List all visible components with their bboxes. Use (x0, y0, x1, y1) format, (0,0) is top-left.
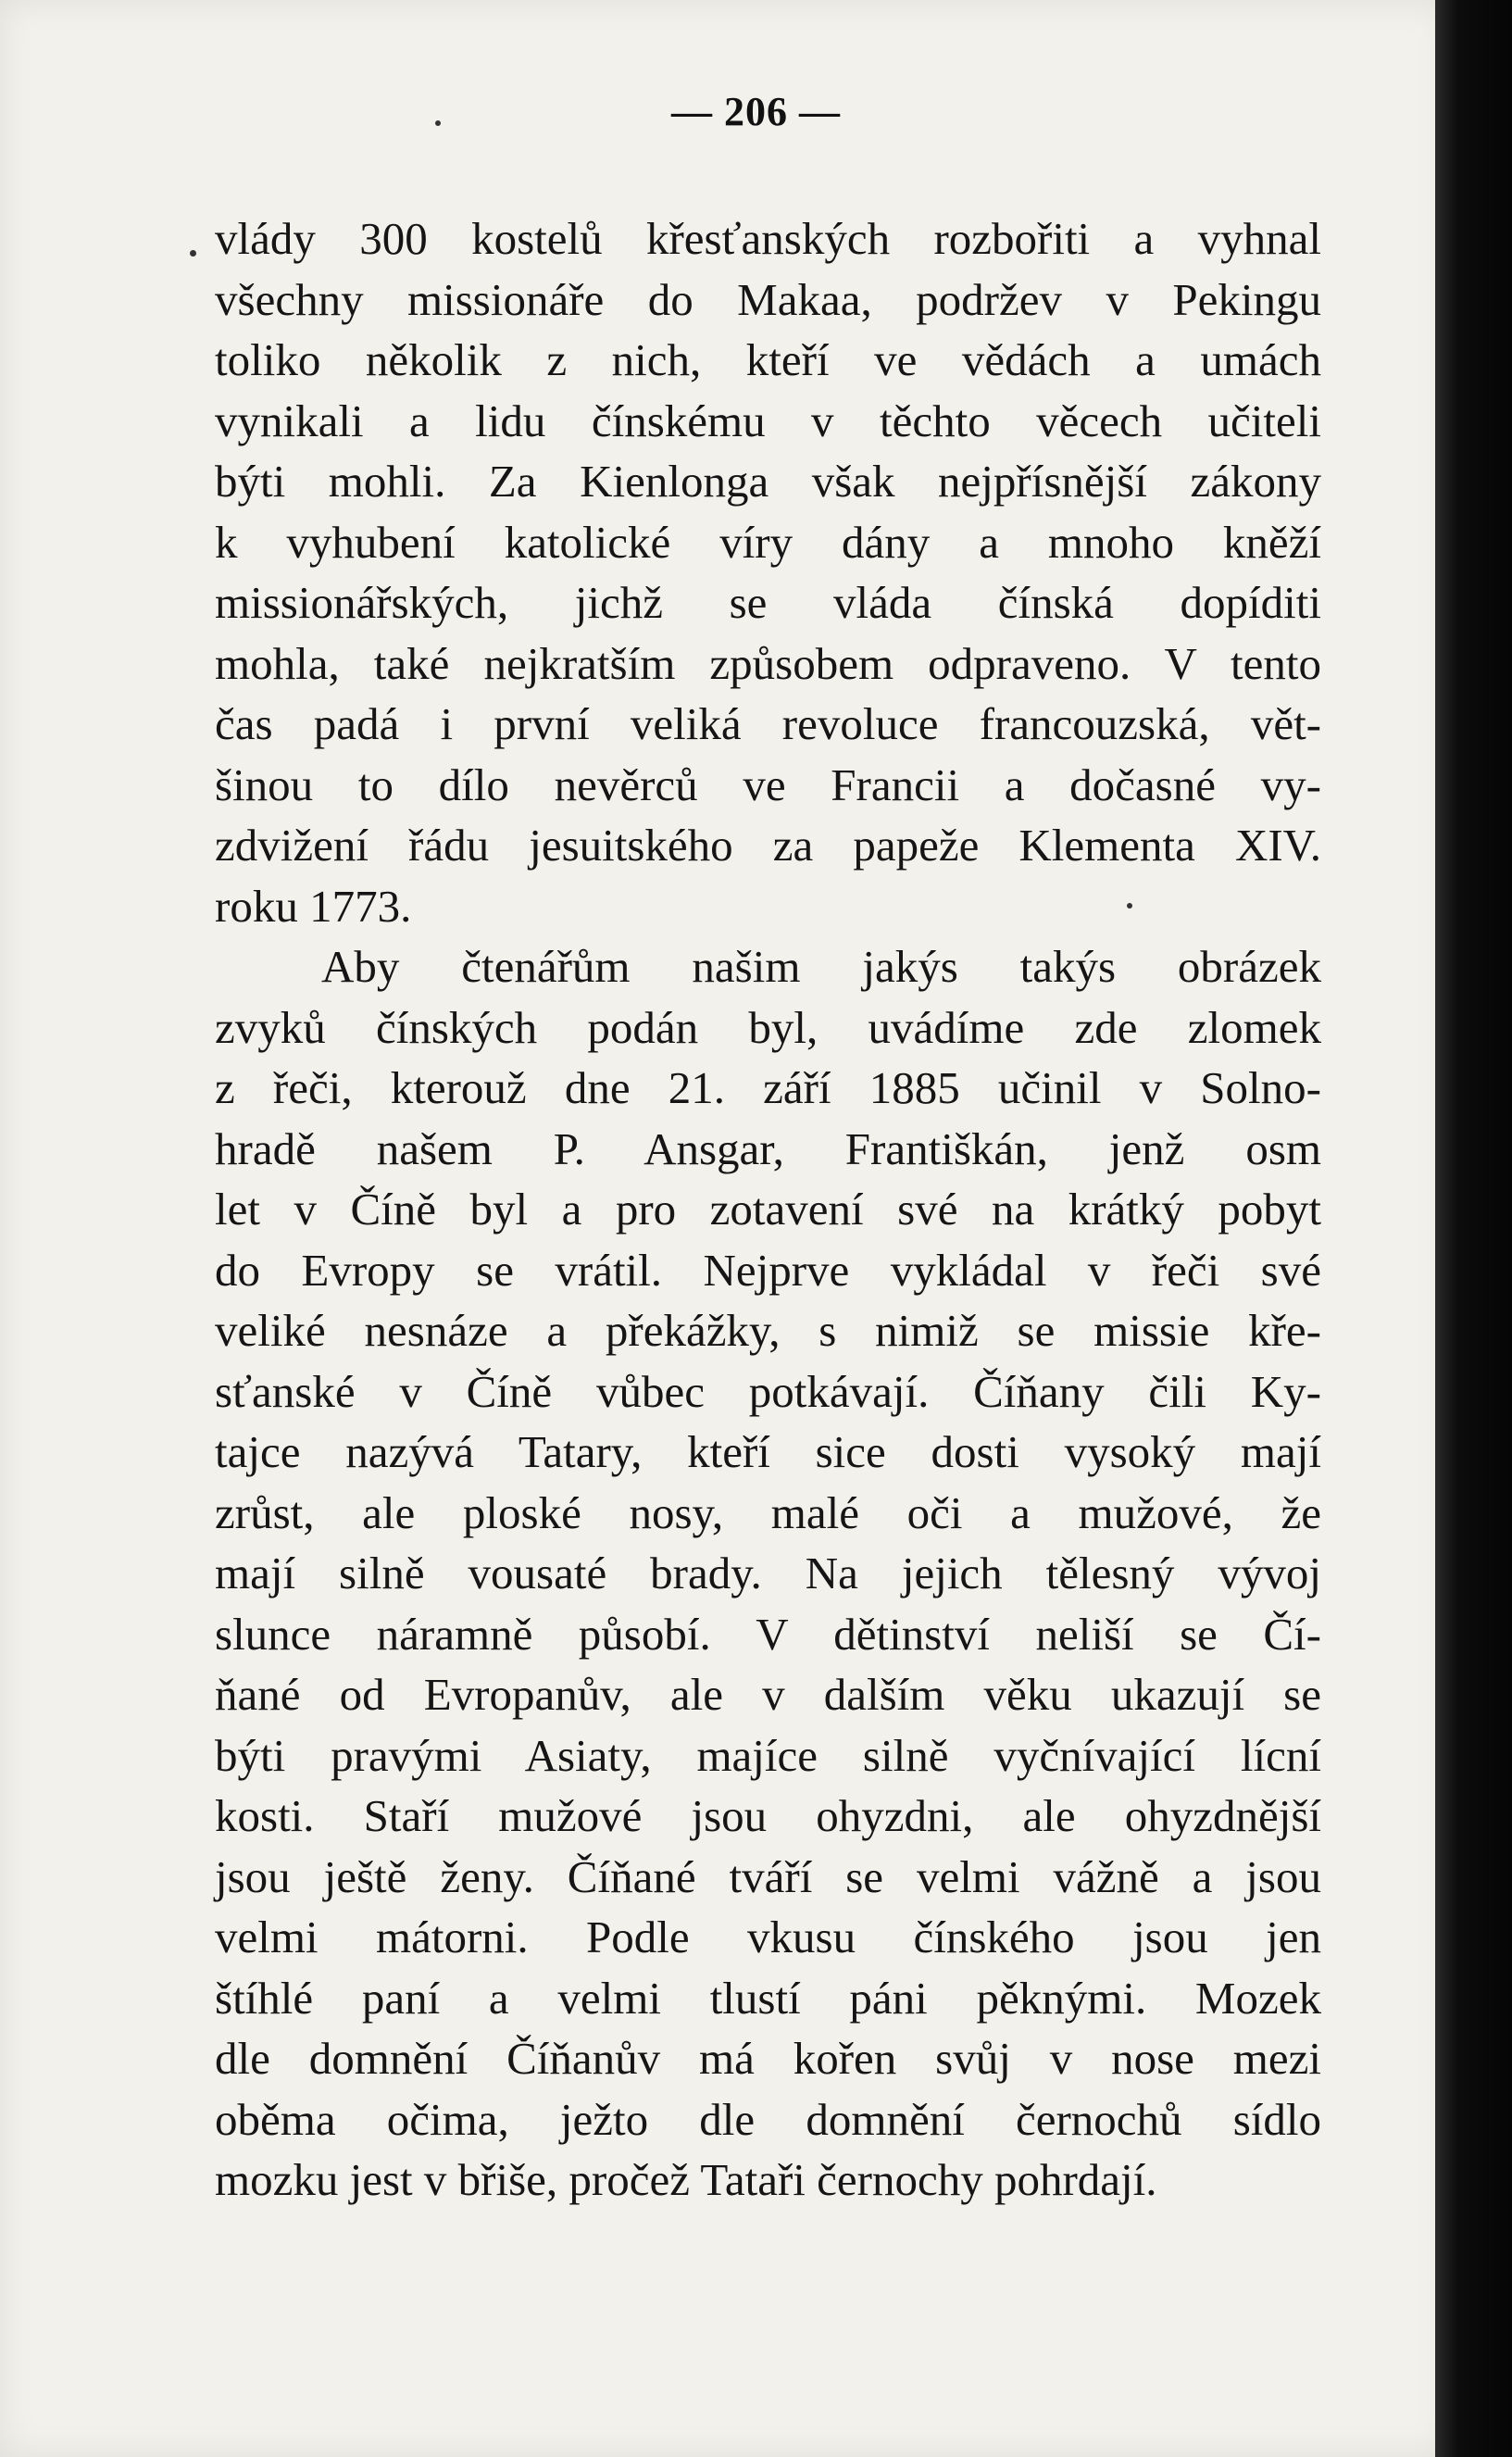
text-line: k vyhubení katolické víry dány a mnoho kněží (215, 516, 1321, 568)
body-text (215, 208, 1321, 2211)
scan-border (1435, 0, 1512, 2457)
text-line: vynikali a lidu čínskému v těchto věcech učiteli (215, 395, 1321, 446)
text-line: mohla, také nejkratším způsobem odpraveno. V tento (215, 637, 1321, 689)
text-line: hradě našem P. Ansgar, Františkán, jenž osm (215, 1122, 1321, 1174)
text-line: čas padá i první veliká revoluce francouzská, vět- (215, 698, 1321, 749)
text-line: zdvižení řádu jesuitského za papeže Klementa XIV. (215, 820, 1321, 871)
text-line: velmi mátorni. Podle vkusu čínského jsou jen (215, 1912, 1321, 1962)
text-line: Aby čtenářům našim jakýs takýs obrázek (321, 941, 1321, 992)
text-line: dle domnění Číňanův má kořen svůj v nose mezi (215, 2033, 1321, 2084)
ink-speck (190, 250, 196, 257)
text-line: mozku jest v břiše, pročež Tataři černochy pohrdají. (215, 2154, 1157, 2205)
page-number: — 206 — (671, 89, 841, 134)
text-line: býti mohli. Za Kienlonga však nejpřísnější zákony (215, 456, 1321, 507)
text-line: šinou to dílo nevěrců ve Francii a dočasné vy- (215, 758, 1321, 810)
paragraph-2 (215, 936, 1321, 2211)
text-line: všechny missionáře do Makaa, podržev v Pekingu (215, 273, 1321, 325)
text-line: vlády 300 kostelů křesťanských rozbořiti a vyhnal (215, 213, 1321, 264)
text-line: oběma očima, ježto dle domnění černochů sídlo (215, 2093, 1321, 2145)
text-line: sťanské v Číně vůbec potkávají. Číňany čili Ky- (215, 1365, 1321, 1417)
text-line: z řeči, kterouž dne 21. září 1885 učinil v Solno- (215, 1062, 1321, 1113)
text-line: roku 1773. (215, 880, 412, 932)
text-line: do Evropy se vrátil. Nejprve vykládal v řeči své (215, 1244, 1321, 1296)
text-line: zvyků čínských podán byl, uvádíme zde zlomek (215, 1001, 1321, 1053)
text-line: tajce nazývá Tatary, kteří sice dosti vysoký mají (215, 1426, 1321, 1477)
text-line: let v Číně byl a pro zotavení své na krátký pobyt (215, 1184, 1321, 1235)
text-line: zrůst, ale ploské nosy, malé oči a mužové, že (215, 1486, 1321, 1538)
text-line: býti pravými Asiaty, majíce silně vyčnívající lícní (215, 1729, 1321, 1781)
text-line: veliké nesnáze a překážky, s nimiž se missie kře- (215, 1305, 1321, 1356)
paragraph-1 (215, 208, 1321, 936)
text-line: kosti. Staří mužové jsou ohyzdni, ale ohyzdnější (215, 1790, 1321, 1841)
text-line: toliko několik z nich, kteří ve vědách a umách (215, 334, 1321, 385)
text-line: slunce náramně působí. V dětinství neliší se Čí- (215, 1608, 1321, 1660)
text-line: jsou ještě ženy. Číňané tváří se velmi vážně a jsou (215, 1850, 1321, 1902)
text-line: ňané od Evropanův, ale v dalším věku ukazují se (215, 1669, 1321, 1720)
text-line: štíhlé paní a velmi tlustí páni pěknými. Mozek (215, 1972, 1321, 2024)
text-line: mají silně vousaté brady. Na jejich tělesný vývoj (215, 1548, 1321, 1598)
text-line: missionářských, jichž se vláda čínská dopíditi (215, 577, 1321, 628)
